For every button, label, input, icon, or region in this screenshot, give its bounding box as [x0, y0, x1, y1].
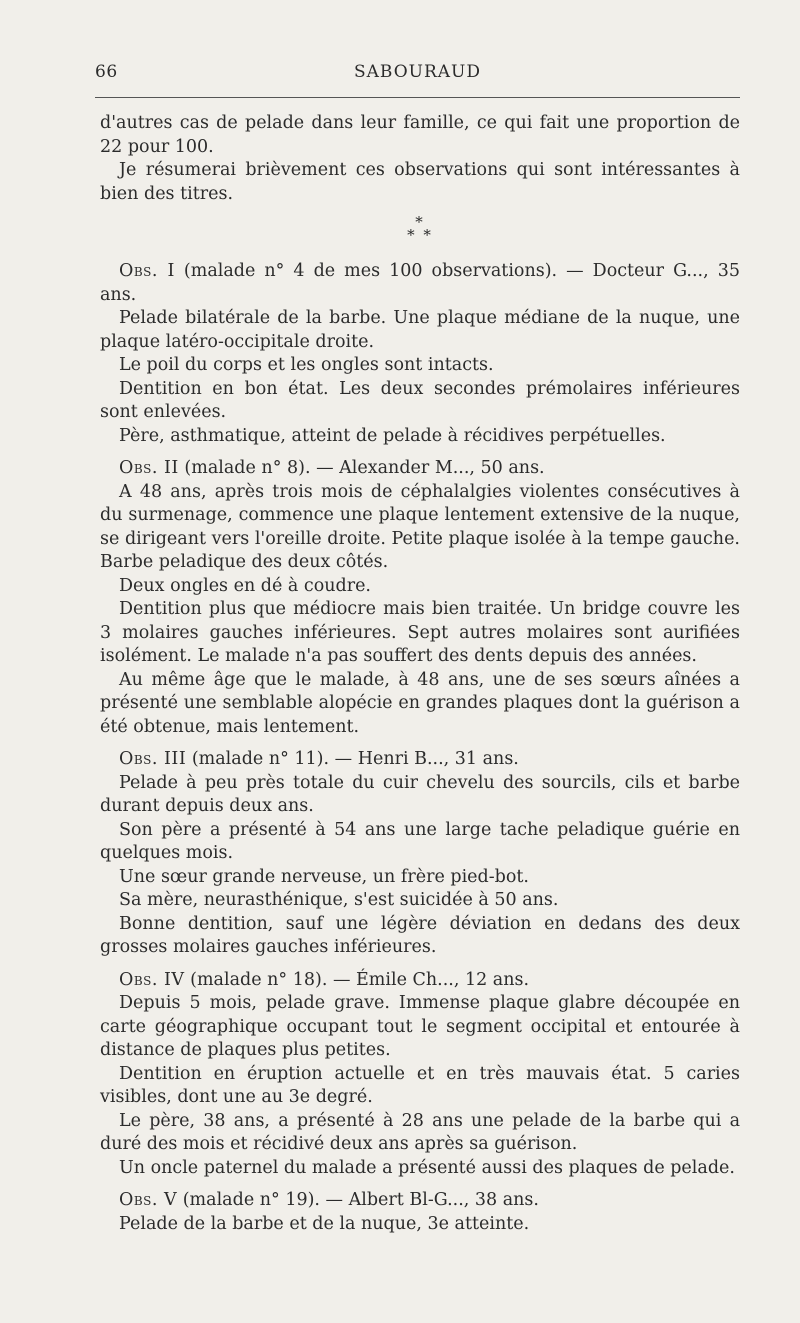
observation-title: (malade n° 11). — Henri B..., 31 ans.	[191, 749, 519, 769]
observation-line: Dentition en bon état. Les deux secondes prémolaires inférieures sont enlevées.	[100, 378, 740, 422]
observation-label: Obs. III	[119, 749, 187, 769]
observation-line: Pelade à peu près totale du cuir chevelu des sourcils, cils et barbe durant depuis deux ans.	[100, 772, 740, 816]
observation	[100, 1189, 740, 1236]
observation-line: Dentition en éruption actuelle et en très mauvais état. 5 caries visibles, dont une au 3e degré.	[100, 1063, 740, 1107]
observation-line: Dentition plus que médiocre mais bien traitée. Un bridge couvre les 3 molaires gauches inférieures. Sept autres molaires sont aurifiées isolément. Le malade n'a pas souffert des dents depuis des années.	[100, 599, 740, 666]
observation-line: Pelade bilatérale de la barbe. Une plaque médiane de la nuque, une plaque latéro-occipitale droite.	[100, 308, 740, 352]
observation-line: Depuis 5 mois, pelade grave. Immense plaque glabre découpée en carte géographique occupant tout le segment occipital et entourée à distance de plaques plus petites.	[100, 993, 740, 1060]
observation-line: Le poil du corps et les ongles sont intacts.	[119, 355, 494, 375]
asterism-bottom: * *	[407, 226, 433, 244]
asterism-top: *	[415, 213, 425, 231]
observation-line: Bonne dentition, sauf une légère déviation en dedans des deux grosses molaires gauches inférieures.	[100, 913, 740, 957]
observation-label: Obs. IV	[119, 969, 185, 990]
observation-heading	[100, 748, 740, 772]
intro-paragraph: d'autres cas de pelade dans leur famille, ce qui fait une proportion de 22 pour 100.	[100, 113, 740, 157]
observation-title: (malade n° 4 de mes 100 observations). — Docteur G..., 35 ans.	[100, 261, 740, 305]
observation-heading	[100, 260, 740, 307]
observation-heading	[100, 457, 740, 481]
observation-title: (malade n° 19). — Albert Bl-G..., 38 ans.	[182, 1190, 539, 1210]
page-header	[95, 62, 740, 86]
observation-title: (malade n° 18). — Émile Ch..., 12 ans.	[190, 969, 530, 990]
observation-line: Deux ongles en dé à coudre.	[119, 575, 371, 596]
observation-line: Un oncle paternel du malade a présenté aussi des plaques de pelade.	[119, 1157, 735, 1178]
observation	[100, 457, 740, 739]
observation	[100, 260, 740, 448]
section-separator	[100, 213, 740, 244]
body-text	[100, 112, 740, 1236]
intro-paragraph: Je résumerai brièvement ces observations qui sont intéressantes à bien des titres.	[100, 160, 740, 204]
observation-label: Obs. V	[119, 1190, 178, 1210]
observation-line: Son père a présenté à 54 ans une large tache peladique guérie en quelques mois.	[100, 819, 740, 863]
observation-line: Une sœur grande nerveuse, un frère pied-bot.	[119, 866, 529, 887]
observation-line: Père, asthmatique, atteint de pelade à récidives perpétuelles.	[119, 425, 666, 446]
running-title: SABOURAUD	[353, 62, 482, 82]
observation-heading	[100, 969, 740, 993]
observation-line: Sa mère, neurasthénique, s'est suicidée à 50 ans.	[119, 890, 559, 910]
observation-line: A 48 ans, après trois mois de céphalalgies violentes consécutives à du surmenage, commence une plaque lentement extensive de la nuque, se dirigeant vers l'oreille droite. Petite plaque isolée à la tempe gauche. Barbe peladique des deux côtés.	[100, 481, 740, 572]
observation-line: Pelade de la barbe et de la nuque, 3e atteinte.	[119, 1213, 530, 1234]
header-rule	[95, 97, 740, 98]
observation-title: (malade n° 8). — Alexander M..., 50 ans.	[184, 458, 545, 478]
observation-heading	[100, 1189, 740, 1213]
observation	[100, 748, 740, 960]
observation-label: Obs. II	[119, 458, 179, 478]
observation-label: Obs. I	[119, 261, 175, 281]
observation	[100, 969, 740, 1181]
observation-line: Au même âge que le malade, à 48 ans, une de ses sœurs aînées a présenté une semblable alopécie en grandes plaques dont la guérison a été obtenue, mais lentement.	[100, 669, 740, 737]
page-number: 66	[95, 62, 118, 82]
observation-line: Le père, 38 ans, a présenté à 28 ans une pelade de la barbe qui a duré des mois et récidivé deux ans après sa guérison.	[100, 1110, 740, 1154]
